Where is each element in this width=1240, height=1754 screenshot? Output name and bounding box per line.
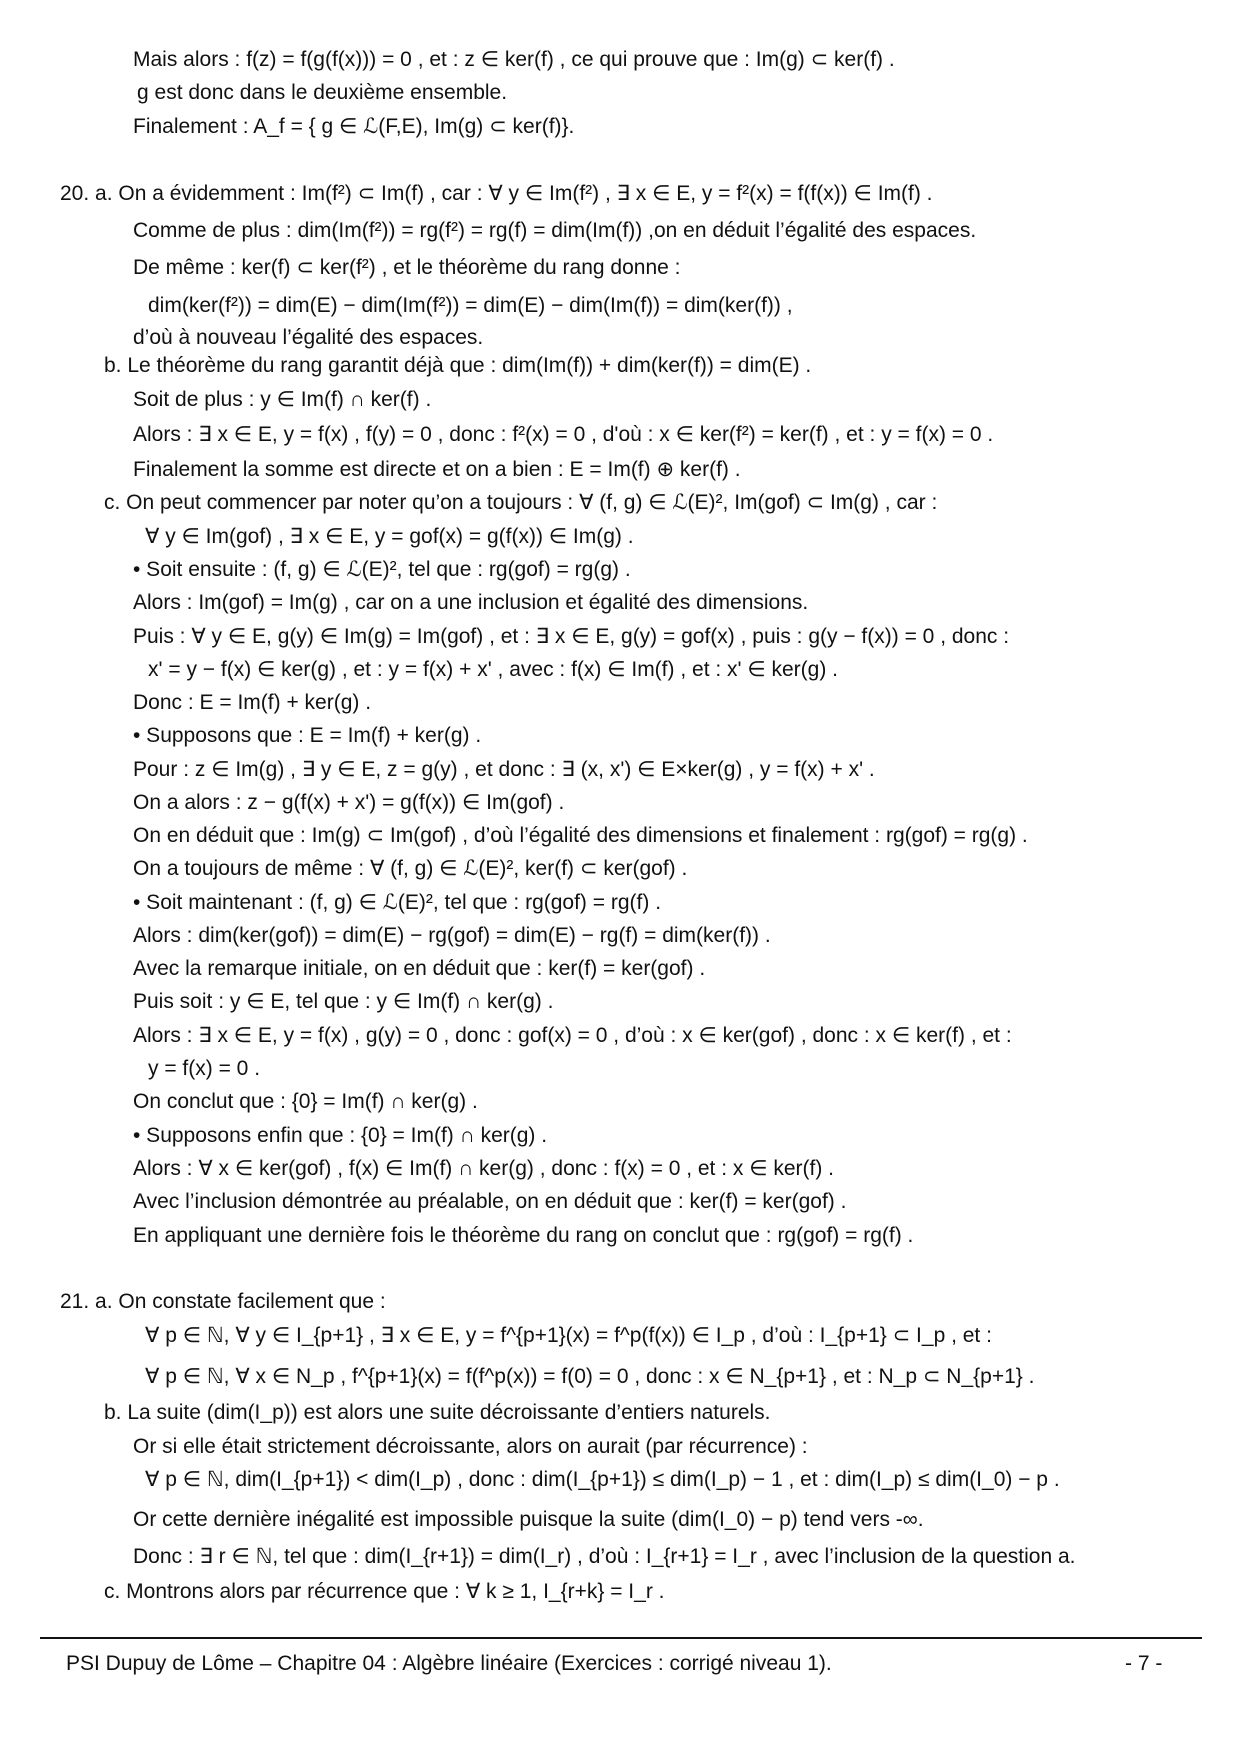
text-line: Or si elle était strictement décroissante, alors on aurait (par récurrence) : xyxy=(133,1435,808,1458)
text-line: On en déduit que : Im(g) ⊂ Im(gof) , d’où l’égalité des dimensions et finalement : rg(gof) = rg(g) . xyxy=(133,824,1028,847)
text-line: Finalement : A_f = { g ∈ ℒ(F,E), Im(g) ⊂ ker(f)}. xyxy=(133,115,575,138)
text-line: ∀ p ∈ ℕ, ∀ x ∈ N_p , f^{p+1}(x) = f(f^p(x)) = f(0) = 0 , donc : x ∈ N_{p+1} , et : N_p ⊂ N_{p+1} . xyxy=(145,1365,1035,1388)
text-line: Or cette dernière inégalité est impossible puisque la suite (dim(I_0) − p) tend vers -∞. xyxy=(133,1508,924,1531)
text-line: On a alors : z − g(f(x) + x') = g(f(x)) ∈ Im(gof) . xyxy=(133,791,565,814)
text-line: y = f(x) = 0 . xyxy=(148,1057,261,1080)
text-line: En appliquant une dernière fois le théorème du rang on conclut que : rg(gof) = rg(f) . xyxy=(133,1224,914,1247)
text-line: Avec l’inclusion démontrée au préalable, on en déduit que : ker(f) = ker(gof) . xyxy=(133,1190,847,1213)
text-line: Alors : ∀ x ∈ ker(gof) , f(x) ∈ Im(f) ∩ ker(g) , donc : f(x) = 0 , et : x ∈ ker(f) . xyxy=(133,1157,835,1180)
text-line: Finalement la somme est directe et on a bien : E = Im(f) ⊕ ker(f) . xyxy=(133,458,741,481)
text-line: Alors : ∃ x ∈ E, y = f(x) , g(y) = 0 , donc : gof(x) = 0 , d’où : x ∈ ker(gof) , donc : x ∈ ker(f) , et : xyxy=(133,1024,1012,1047)
text-line: Puis : ∀ y ∈ E, g(y) ∈ Im(g) = Im(gof) , et : ∃ x ∈ E, g(y) = gof(x) , puis : g(y − f(x)) = 0 , donc : xyxy=(133,625,1010,648)
text-line: ∀ y ∈ Im(gof) , ∃ x ∈ E, y = gof(x) = g(f(x)) ∈ Im(g) . xyxy=(145,525,634,548)
footer-rule xyxy=(40,1637,1202,1639)
text-line: b. La suite (dim(I_p)) est alors une suite décroissante d’entiers naturels. xyxy=(104,1401,771,1424)
page-number: - 7 - xyxy=(1125,1652,1163,1675)
text-line: Alors : dim(ker(gof)) = dim(E) − rg(gof) = dim(E) − rg(f) = dim(ker(f)) . xyxy=(133,924,771,947)
text-line: x' = y − f(x) ∈ ker(g) , et : y = f(x) + x' , avec : f(x) ∈ Im(f) , et : x' ∈ ker(g) . xyxy=(148,658,839,681)
text-line: Soit de plus : y ∈ Im(f) ∩ ker(f) . xyxy=(133,388,432,411)
text-line: • Soit ensuite : (f, g) ∈ ℒ(E)², tel que : rg(gof) = rg(g) . xyxy=(133,558,631,581)
text-line: c. Montrons alors par récurrence que : ∀ k ≥ 1, I_{r+k} = I_r . xyxy=(104,1580,665,1603)
footer-title: PSI Dupuy de Lôme – Chapitre 04 : Algèbre linéaire (Exercices : corrigé niveau 1). xyxy=(66,1652,832,1675)
text-line: On a toujours de même : ∀ (f, g) ∈ ℒ(E)², ker(f) ⊂ ker(gof) . xyxy=(133,857,688,880)
text-line: 21. a. On constate facilement que : xyxy=(60,1290,386,1313)
text-line: g est donc dans le deuxième ensemble. xyxy=(137,81,508,104)
text-line: Avec la remarque initiale, on en déduit que : ker(f) = ker(gof) . xyxy=(133,957,706,980)
text-line: b. Le théorème du rang garantit déjà que : dim(Im(f)) + dim(ker(f)) = dim(E) . xyxy=(104,354,812,377)
text-line: On conclut que : {0} = Im(f) ∩ ker(g) . xyxy=(133,1090,478,1113)
text-line: • Soit maintenant : (f, g) ∈ ℒ(E)², tel que : rg(gof) = rg(f) . xyxy=(133,891,662,914)
text-line: c. On peut commencer par noter qu’on a toujours : ∀ (f, g) ∈ ℒ(E)², Im(gof) ⊂ Im(g) , car : xyxy=(104,491,938,514)
text-line: Mais alors : f(z) = f(g(f(x))) = 0 , et : z ∈ ker(f) , ce qui prouve que : Im(g) ⊂ ker(f) . xyxy=(133,48,895,71)
text-line: ∀ p ∈ ℕ, dim(I_{p+1}) < dim(I_p) , donc : dim(I_{p+1}) ≤ dim(I_p) − 1 , et : dim(I_p) ≤ dim(I_0) − p . xyxy=(145,1468,1060,1491)
text-line: • Supposons que : E = Im(f) + ker(g) . xyxy=(133,724,482,747)
text-line: Alors : Im(gof) = Im(g) , car on a une inclusion et égalité des dimensions. xyxy=(133,591,809,614)
text-line: 20. a. On a évidemment : Im(f²) ⊂ Im(f) , car : ∀ y ∈ Im(f²) , ∃ x ∈ E, y = f²(x) = f(f(x)) ∈ Im(f) . xyxy=(60,182,933,205)
text-line: dim(ker(f²)) = dim(E) − dim(Im(f²)) = dim(E) − dim(Im(f)) = dim(ker(f)) , xyxy=(148,294,793,317)
text-line: Pour : z ∈ Im(g) , ∃ y ∈ E, z = g(y) , et donc : ∃ (x, x') ∈ E×ker(g) , y = f(x) + x' . xyxy=(133,758,875,781)
text-line: Comme de plus : dim(Im(f²)) = rg(f²) = rg(f) = dim(Im(f)) ,on en déduit l’égalité des espaces. xyxy=(133,219,977,242)
text-line: Alors : ∃ x ∈ E, y = f(x) , f(y) = 0 , donc : f²(x) = 0 , d'où : x ∈ ker(f²) = ker(f) , et : y = f(x) = 0 . xyxy=(133,423,994,446)
text-line: Donc : E = Im(f) + ker(g) . xyxy=(133,691,372,714)
text-line: d’où à nouveau l’égalité des espaces. xyxy=(133,326,484,349)
text-line: Donc : ∃ r ∈ ℕ, tel que : dim(I_{r+1}) = dim(I_r) , d’où : I_{r+1} = I_r , avec l’inclusion de la question a. xyxy=(133,1545,1076,1568)
text-line: De même : ker(f) ⊂ ker(f²) , et le théorème du rang donne : xyxy=(133,256,681,279)
text-line: ∀ p ∈ ℕ, ∀ y ∈ I_{p+1} , ∃ x ∈ E, y = f^{p+1}(x) = f^p(f(x)) ∈ I_p , d’où : I_{p+1} ⊂ I_p , et : xyxy=(145,1324,992,1347)
text-line: Puis soit : y ∈ E, tel que : y ∈ Im(f) ∩ ker(g) . xyxy=(133,990,554,1013)
text-line: • Supposons enfin que : {0} = Im(f) ∩ ker(g) . xyxy=(133,1124,548,1147)
